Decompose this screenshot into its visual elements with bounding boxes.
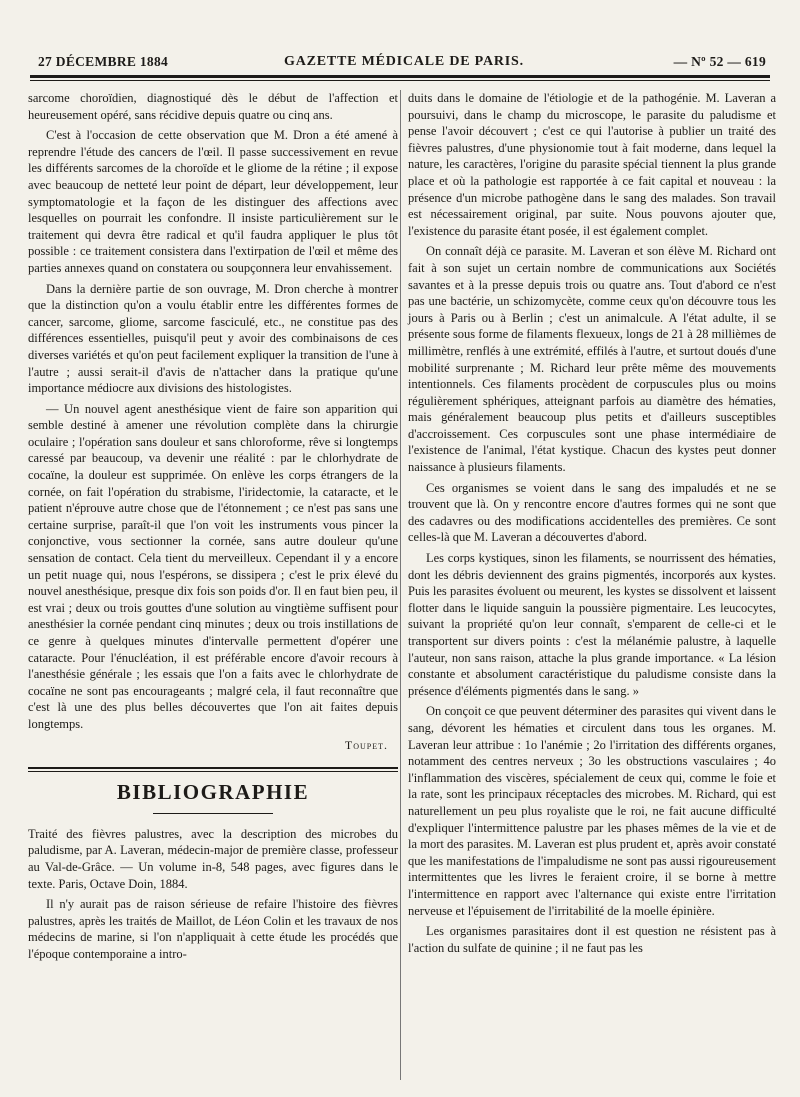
author-signature: Toupet. <box>344 737 388 752</box>
issue-date: 27 DÉCEMBRE 1884 <box>38 54 169 69</box>
paragraph: C'est à l'occasion de cette observation que M. Dron a été amené à reprendre l'étude des cancers de l'œil. Il passe successivement en revue les différents sarcomes de la choroïde et le gliome de la rétine ; il expose avec beaucoup de netteté leur point de départ, leur développement, leur symptomatologie et la façon de les distinguer des affections avec lesquelles on pourrait les confondre. Il insiste particulièrement sur le traitement qui devra être radical et qu'il faudra appliquer le plus tôt possible : ce traitement consistera dans l'extirpation de l'œil et même des parties annexes quand on constatera ou soupçonnera leur envahissement. <box>28 128 398 275</box>
paragraph: Dans la dernière partie de son ouvrage, M. Dron cherche à montrer que la distinction qu'on a voulu établir entre les différentes formes de cancer, sarcome, gliome, sarcome fasciculé, etc., ne constitue pas des différences essentielles, puisqu'il peut y avoir des combinaisons de ces diverses variétés et qu'on peut facilement expliquer la transition de l'une à l'autre ; aussi serait-il d'avis de n'attacher dans la pratique qu'une importance médiocre aux divisions des histologistes. <box>28 281 398 396</box>
heading-underline <box>153 813 273 814</box>
header-rule-thin <box>30 80 770 81</box>
section-rule-thick <box>28 767 398 769</box>
issue-number: — Nº 52 — 619 <box>673 54 766 69</box>
column-divider <box>400 90 401 1080</box>
paragraph: On connaît déjà ce parasite. M. Laveran et son élève M. Richard ont fait à son sujet un certain nombre de communications aux Sociétés savantes et à la presse depuis trois ou quatre ans. Tout d'abord ce n'est pas une bactérie, un schizomycète, comme ceux qu'on découvre tous les jours à Paris ou à Berlin ; c'est un animalcule. A l'état adulte, il se présente sous forme de filaments flexueux, longs de 21 à 28 millièmes de millimètre, renflés à une extrémité, effilés à l'autre, et surtout doués d'une mobilité surprenante ; M. Richard leur prête même des mouvements intentionnels. Ces filaments procèdent de corpuscules plus ou moins régulièrement sphériques, atteignant parfois au diamètre des hématies, mais généralement beaucoup plus petits et d'ailleurs susceptibles d'accroissement. Ces corpuscules sont une phase intermédiaire de l'existence de l'animal, l'état kystique. Chacun des kystes peut donner naissance à plusieurs filaments. <box>408 244 776 475</box>
section-heading: BIBLIOGRAPHIE <box>116 780 310 805</box>
right-column <box>408 90 776 960</box>
left-column <box>28 90 398 967</box>
paragraph: Les organismes parasitaires dont il est question ne résistent pas à l'action du sulfate de quinine ; il ne faut pas les <box>408 924 776 955</box>
page-header <box>38 54 770 72</box>
paragraph: — Un nouvel agent anesthésique vient de faire son apparition qui semble destiné à amener une révolution complète dans la chirurgie oculaire ; l'opération sans douleur et sans chloroforme, rêve si longtemps caressé par beaucoup, va devenir une réalité : par le chlorhydrate de cocaïne, la douleur est supprimée. On enlève les corps étrangers de la cornée, on fait l'opération du strabisme, l'iridectomie, la cataracte, et le patient n'éprouve autre chose que de l'étonnement ; ce n'est pas sans une certaine surprise, paraît-il que l'on voit les instruments vous pincer la conjonctive, vous sectionner la cornée, sans autre douleur qu'une sensation de contact. Cela tient du merveilleux. Cependant il y a encore un petit nuage qui, nous l'espérons, se dissipera ; c'est le prix élevé du nouvel anesthésique, presque dix fois son poids d'or. Il en faut bien peu, il est vrai ; deux ou trois gouttes d'une solution au vingtième suffisent pour anesthésier la cornée pendant cinq minutes ; deux ou trois instillations de ce genre à quelques minutes d'intervalle permettent d'opérer une cataracte. Pour l'énucléation, il est préférable encore d'avoir recours à l'anesthésie générale ; les essais que l'on a faits avec le chlorhydrate de cocaïne ne sont pas encourageants ; malgré cela, il faut reconnaître que c'est là une des plus belles découvertes que l'on ait faites depuis longtemps. <box>28 401 398 731</box>
section-rule-thin <box>28 771 398 772</box>
paragraph: sarcome choroïdien, diagnostiqué dès le début de l'affection et heureusement opéré, sans récidive depuis quatre ou cinq ans. <box>28 91 398 122</box>
paragraph: On conçoit ce que peuvent déterminer des parasites qui vivent dans le sang, dévorent les hématies et circulent dans tous les organes. M. Laveran leur attribue : 1o l'anémie ; 2o l'irritation des différents organes, notamment des centres nerveux ; 3o les obstructions vasculaires ; 4o l'inflammation des viscères, spécialement de ceux qui, comme le foie et la rate, sont les principaux réceptacles des microbes. M. Richard, qui est naturellement un peu plus royaliste que le roi, ne fait aucune difficulté d'expliquer l'intermittence palustre par les phases mêmes de la vie et de la mort des parasites. M. Laveran est plus prudent et, après avoir constaté que les manifestations de l'impaludisme ne sont pas aussi rigoureusement intermittentes que les livres le feraient croire, il se borne à mettre l'intermittence en rapport avec l'alternance qui existe entre l'irritation nerveuse et l'épuisement de l'irritabilité de la moelle épinière. <box>408 704 776 918</box>
paragraph: Les corps kystiques, sinon les filaments, se nourrissent des hématies, dont les débris deviennent des grains pigmentés, incorporés aux kystes. Puis les parasites évoluent ou meurent, les kystes se dissolvent et laissent flotter dans le liquide sanguin la poussière pigmentaire. Les leucocytes, suivant la propriété qu'on leur connaît, s'emparent de celle-ci et le transportent sur divers points : c'est la mélanémie palustre, à laquelle l'auteur, non sans raison, attache la plus grande importance. « La lésion constante et absolument caractéristique du paludisme consiste dans la présence d'éléments pigmentés dans le sang. » <box>408 551 776 698</box>
paragraph: Il n'y aurait pas de raison sérieuse de refaire l'histoire des fièvres palustres, après les traités de Maillot, de Léon Colin et les travaux de nos médecins de marine, si l'on n'appliquait à cette étude les procédés que l'époque contemporaine a intro- <box>28 897 398 961</box>
bibliography-entry: Traité des fièvres palustres, avec la description des microbes du paludisme, par A. Laveran, médecin-major de première classe, professeur au Val-de-Grâce. — Un volume in-8, 548 pages, avec figures dans le texte. Paris, Octave Doin, 1884. <box>28 826 398 891</box>
journal-title: GAZETTE MÉDICALE DE PARIS. <box>284 54 524 69</box>
header-rule-thick <box>30 75 770 78</box>
paragraph: duits dans le domaine de l'étiologie et de la pathogénie. M. Laveran a poursuivi, dans le champ du microscope, le parasite du paludisme et pense l'avoir découvert ; c'est ce qui l'autorise à publier un traité des fièvres palustres, d'une physionomie tout à fait moderne, dans lequel la nature, les caractères, l'origine du parasite spécial tiennent la plus grande place et où la pathologie est rapportée à ce fait capital et nouveau : la présence d'un microbe pathogène dans le sang des malades. Son travail est nécessairement original, par suite. Nous pouvons ajouter que, l'existence du parasite étant posée, il est également complet. <box>408 91 776 238</box>
paragraph: Ces organismes se voient dans le sang des impaludés et ne se trouvent que là. On y rencontre encore d'autres formes qui ne sont que des cadavres ou des modifications accidentelles des premières. Ce sont celles-là que M. Laveran a découvertes d'abord. <box>408 480 776 545</box>
